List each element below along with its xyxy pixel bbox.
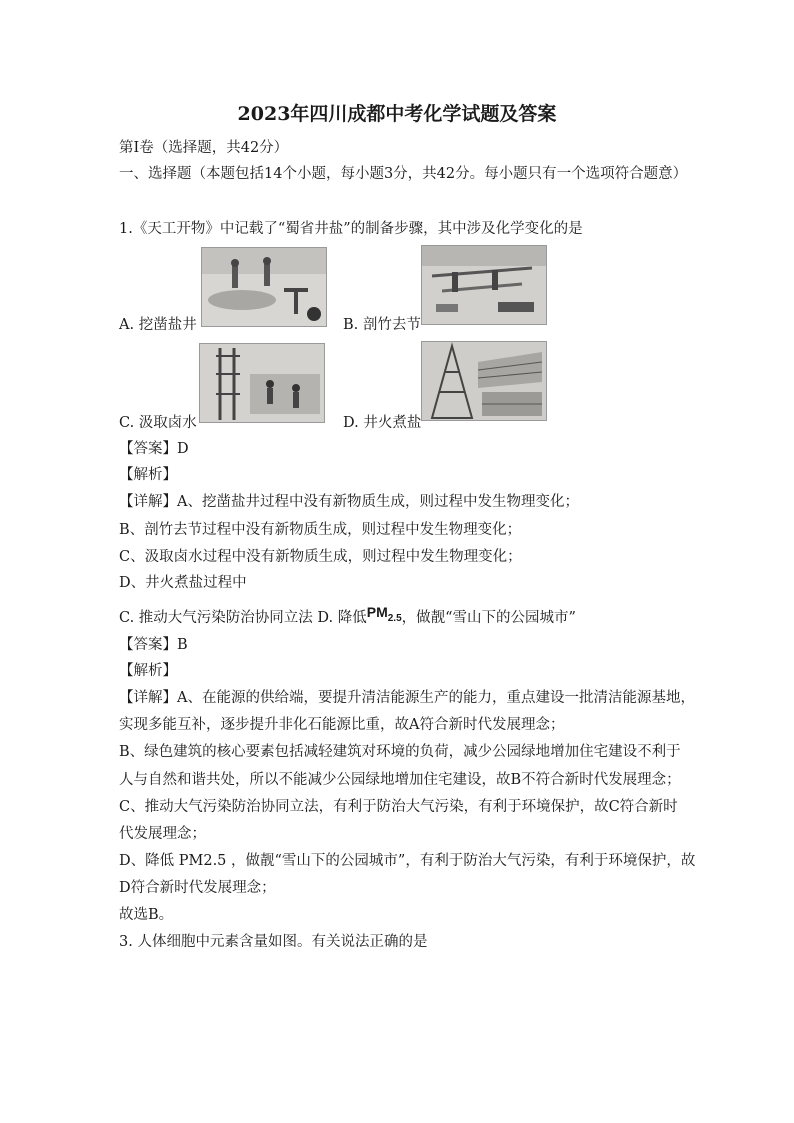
option-d-illustration (421, 341, 547, 421)
q2-detail-line: B、绿色建筑的核心要素包括减轻建筑对环境的负荷，减少公园绿地增加住宅建设不利于 (119, 744, 681, 760)
option-a: A. 挖凿盐井 (119, 317, 197, 333)
q2-options-cd (119, 606, 576, 629)
option-b: B. 剖竹去节 (343, 317, 421, 333)
q1-answer: 【答案】D (119, 441, 189, 457)
instructions: 一、选择题（本题包括14个小题，每小题3分，共42分。每小题只有一个选项符合题意） (119, 166, 688, 182)
q1-analysis-label: 【解析】 (119, 467, 177, 483)
q1-detail-line: 【详解】A、挖凿盐井过程中没有新物质生成，则过程中发生物理变化； (119, 494, 579, 510)
document-title: 2023年四川成都中考化学试题及答案 (237, 103, 557, 125)
q2-options-text: C. 推动大气污染防治协同立法 D. 降低 (119, 610, 367, 626)
q2-detail-line: D符合新时代发展理念； (119, 880, 276, 896)
option-c: C. 汲取卤水 (119, 415, 197, 431)
q2-detail-line: D、降低 PM2.5 ，做靓“雪山下的公园城市”，有利于防治大气污染，有利于环境保护，故 (119, 853, 696, 869)
q2-answer: 【答案】B (119, 637, 188, 653)
q1-stem: 1.《天工开物》中记载了“蜀省井盐”的制备步骤，其中涉及化学变化的是 (119, 221, 583, 237)
q2-detail-line: 人与自然和谐共处，所以不能减少公园绿地增加住宅建设，故B不符合新时代发展理念； (119, 772, 681, 788)
q2-detail-line: 【详解】A、在能源的供给端，要提升清洁能源生产的能力，重点建设一批清洁能源基地， (119, 690, 695, 706)
option-a-illustration (201, 247, 327, 327)
q1-detail-line: C、汲取卤水过程中没有新物质生成，则过程中发生物理变化； (119, 549, 522, 565)
q2-detail-line: 实现多能互补，逐步提升非化石能源比重，故A符合新时代发展理念； (119, 717, 565, 733)
q2-detail-line: C、推动大气污染防治协同立法，有利于防治大气污染，有利于环境保护，故C符合新时 (119, 799, 678, 815)
q2-detail-line: 故选B。 (119, 907, 174, 923)
q2-analysis-label: 【解析】 (119, 663, 177, 679)
section-heading: 第I卷（选择题，共42分） (119, 140, 289, 156)
option-d: D. 井火煮盐 (343, 415, 422, 431)
q2-options-text-tail: ，做靓“雪山下的公园城市” (401, 610, 576, 626)
q3-stem: 3. 人体细胞中元素含量如图。有关说法正确的是 (119, 934, 428, 950)
q1-detail-line: B、剖竹去节过程中没有新物质生成，则过程中发生物理变化； (119, 522, 522, 538)
option-c-illustration (199, 343, 325, 423)
pm25-formula: $PM_{2.5}$ (366, 604, 402, 624)
q1-detail-line: D、井火煮盐过程中 (119, 575, 247, 591)
q2-detail-line: 代发展理念； (119, 826, 206, 842)
option-b-illustration (421, 245, 547, 325)
